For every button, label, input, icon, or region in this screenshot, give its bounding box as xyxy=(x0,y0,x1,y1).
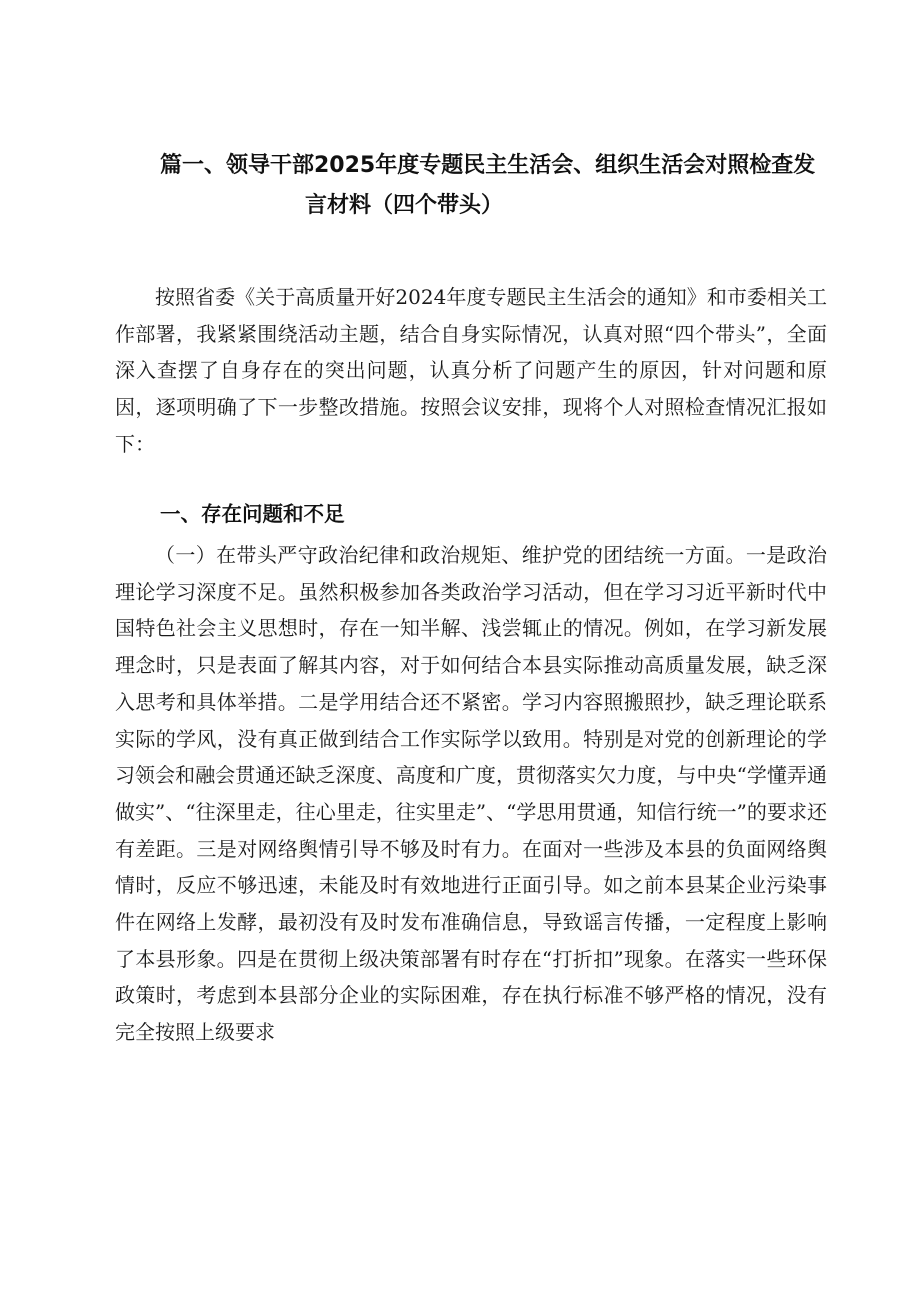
title-line-1: 篇一、领导干部2025年度专题民主生活会、组织生活会对照检查发 xyxy=(160,153,816,178)
title-line-2: 言材料（四个带头） xyxy=(305,193,504,218)
document-title xyxy=(160,146,850,226)
section-heading: 一、存在问题和不足 xyxy=(160,502,345,526)
intro-paragraph: 按照省委《关于高质量开好2024年度专题民主生活会的通知》和市委相关工作部署，我紧紧围绕活动主题，结合自身实际情况，认真对照“四个带头”，全面深入查摆了自身存在的突出问题，认真分析了问题产生的原因，针对问题和原因，逐项明确了下一步整改措施。按照会议安排，现将个人对照检查情况汇报如下： xyxy=(115,285,827,456)
main-paragraph: （一）在带头严守政治纪律和政治规矩、维护党的团结统一方面。一是政治理论学习深度不足。虽然积极参加各类政治学习活动，但在学习习近平新时代中国特色社会主义思想时，存在一知半解、浅尝辄止的情况。例如，在学习新发展理念时，只是表面了解其内容，对于如何结合本县实际推动高质量发展，缺乏深入思考和具体举措。二是学用结合还不紧密。学习内容照搬照抄，缺乏理论联系实际的学风，没有真正做到结合工作实际学以致用。特别是对党的创新理论的学习领会和融会贯通还缺乏深度、高度和广度，贯彻落实欠力度，与中央“学懂弄通做实”、“往深里走，往心里走，往实里走”、“学思用贯通，知信行统一”的要求还有差距。三是对网络舆情引导不够及时有力。在面对一些涉及本县的负面网络舆情时，反应不够迅速，未能及时有效地进行正面引导。如之前本县某企业污染事件在网络上发酵，最初没有及时发布准确信息，导致谣言传播，一定程度上影响了本县形象。四是在贯彻上级决策部署有时存在“打折扣”现象。在落实一些环保政策时，考虑到本县部分企业的实际困难，存在执行标准不够严格的情况，没有完全按照上级要求 xyxy=(115,543,827,1045)
